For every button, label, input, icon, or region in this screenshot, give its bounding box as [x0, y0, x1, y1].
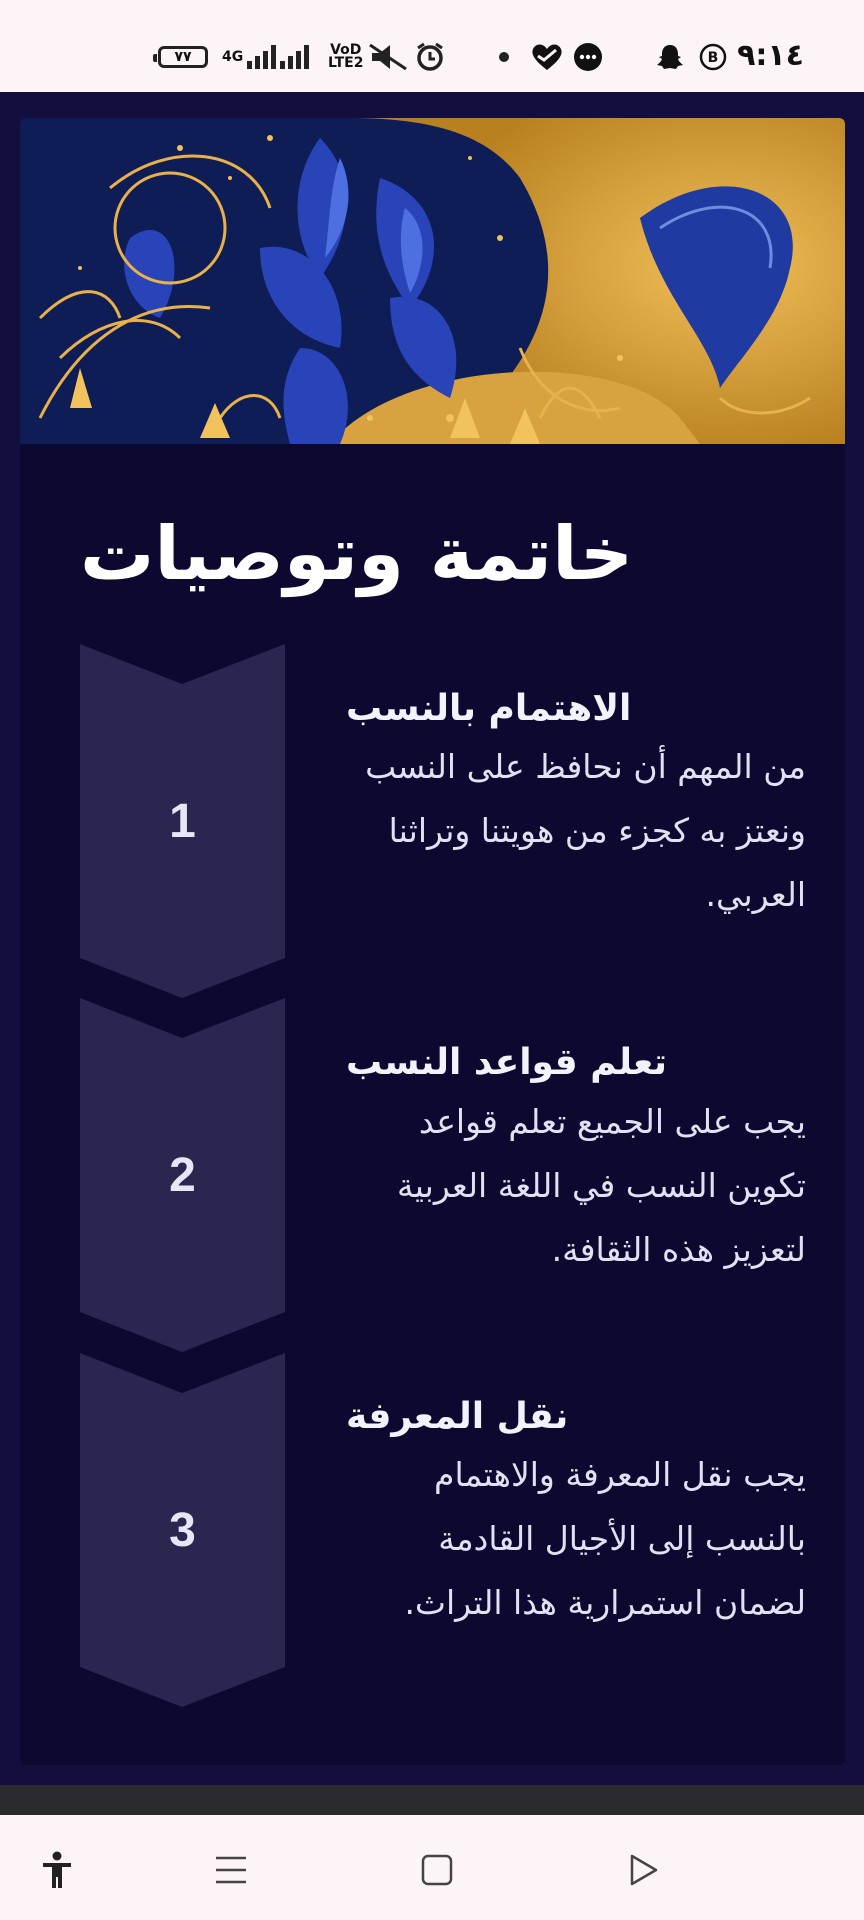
battery-level: ٧٧: [174, 49, 192, 65]
home-square-icon[interactable]: [412, 1845, 462, 1895]
mute-icon: [366, 40, 410, 74]
step-3-body: يجب نقل المعرفة والاهتمام بالنسب إلى الأجيال القادمة لضمان استمرارية هذا التراث.: [404, 1455, 806, 1622]
volte-top: VoD: [330, 42, 362, 58]
slide-card: [20, 118, 845, 1765]
alarm-icon: [414, 40, 446, 74]
step-3-number: 3: [169, 1503, 196, 1557]
step-2-body: يجب على الجميع تعلم قواعد تكوين النسب في اللغة العربية لتعزيز هذه الثقافة.: [397, 1102, 806, 1269]
heart-app-icon: [530, 40, 564, 74]
slide-title: خاتمة وتوصيات: [80, 511, 634, 597]
hero-artwork-image: [20, 118, 845, 444]
volte-icon: [328, 40, 363, 74]
network-signal-icon: [222, 40, 276, 74]
step-1-number: 1: [169, 794, 196, 848]
network-type: 4G: [222, 48, 244, 65]
volte-bottom: LTE2: [328, 55, 364, 71]
chat-bubble-icon: [572, 40, 604, 74]
battery-icon: [158, 46, 208, 68]
divider-strip: [0, 1785, 864, 1815]
svg-text:B: B: [707, 50, 719, 66]
signal-icon: [280, 40, 309, 74]
business-icon: [698, 40, 728, 74]
accessibility-icon[interactable]: [32, 1845, 82, 1895]
step-2-heading: تعلم قواعد النسب: [346, 1042, 667, 1083]
clock: ٩:١٤: [737, 38, 804, 73]
menu-icon[interactable]: [206, 1845, 256, 1895]
navigation-bar: [0, 1815, 864, 1920]
step-1-body: من المهم أن نحافظ على النسب ونعتز به كجزء من هويتنا وتراثنا العربي.: [365, 747, 806, 914]
step-3-heading: نقل المعرفة: [346, 1396, 569, 1437]
back-triangle-icon[interactable]: [618, 1845, 668, 1895]
step-2-number: 2: [169, 1148, 196, 1202]
dot-icon: [498, 40, 510, 74]
status-bar: [0, 0, 864, 92]
step-1-heading: الاهتمام بالنسب: [346, 688, 632, 729]
snapchat-icon: [655, 40, 685, 74]
